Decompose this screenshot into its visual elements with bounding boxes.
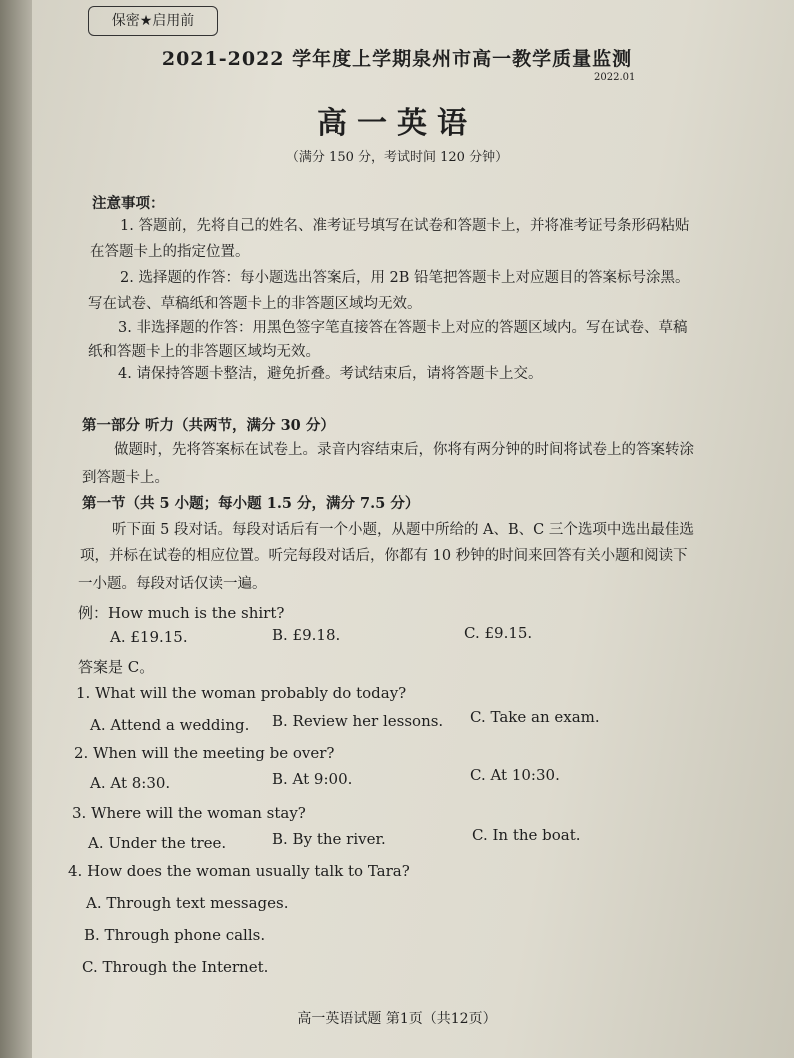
notes-line: 1. 答题前，先将自己的姓名、准考证号填写在试卷和答题卡上，并将准考证号条形码粘贴 xyxy=(120,218,690,234)
example-answer: 答案是 C。 xyxy=(78,658,155,676)
question-4-option-b: B. Through phone calls. xyxy=(84,926,266,944)
confidential-stamp: 保密★启用前 xyxy=(88,6,218,36)
question-4-option-a: A. Through text messages. xyxy=(86,894,289,912)
notes-line: 在答题卡上的指定位置。 xyxy=(90,244,250,260)
question-3-option-c: C. In the boat. xyxy=(472,826,581,844)
exam-title: 2021-2022 学年度上学期泉州市高一教学质量监测 xyxy=(161,48,633,70)
page-footer: 高一英语试题 第1页（共12页） xyxy=(297,1011,497,1027)
section1-intro: 听下面 5 段对话。每段对话后有一个小题，从题中所给的 A、B、C 三个选项中选出最佳选 xyxy=(112,522,694,538)
question-3-option-b: B. By the river. xyxy=(272,830,386,848)
example-question: 例：How much is the shirt? xyxy=(78,604,285,622)
question-1-option-b: B. Review her lessons. xyxy=(272,712,444,730)
question-2: 2. When will the meeting be over? xyxy=(74,744,335,762)
question-1-option-a: A. Attend a wedding. xyxy=(90,716,250,734)
example-option-c: C. £9.15. xyxy=(464,624,533,642)
question-2-option-c: C. At 10:30. xyxy=(470,766,560,784)
question-4-option-c: C. Through the Internet. xyxy=(82,958,269,976)
question-1: 1. What will the woman probably do today? xyxy=(76,684,407,702)
question-4: 4. How does the woman usually talk to Tara? xyxy=(68,862,410,880)
notes-line: 4. 请保持答题卡整洁，避免折叠。考试结束后，请将答题卡上交。 xyxy=(118,366,543,382)
notes-heading: 注意事项： xyxy=(92,195,165,212)
example-option-b: B. £9.18. xyxy=(272,626,341,644)
part1-intro: 做题时，先将答案标在试卷上。录音内容结束后，你将有两分钟的时间将试卷上的答案转涂 xyxy=(114,442,694,458)
question-3: 3. Where will the woman stay? xyxy=(72,804,306,822)
question-2-option-a: A. At 8:30. xyxy=(90,774,171,792)
subject-title: 高一英语 xyxy=(317,106,477,141)
score-info: （满分 150 分，考试时间 120 分钟） xyxy=(285,150,509,165)
notes-line: 2. 选择题的作答：每小题选出答案后，用 2B 铅笔把答题卡上对应题目的答案标号涂黑。 xyxy=(120,270,690,286)
question-2-option-b: B. At 9:00. xyxy=(272,770,353,788)
section1-heading: 第一节（共 5 小题；每小题 1.5 分，满分 7.5 分） xyxy=(82,495,420,512)
section1-intro: 项，并标在试卷的相应位置。听完每段对话后，你都有 10 秒钟的时间来回答有关小题和阅读下 xyxy=(80,548,688,564)
exam-date: 2022.01 xyxy=(594,72,636,83)
section1-intro: 一小题。每段对话仅读一遍。 xyxy=(78,576,267,592)
example-option-a: A. £19.15. xyxy=(110,628,188,646)
part1-intro: 到答题卡上。 xyxy=(82,470,169,486)
question-3-option-a: A. Under the tree. xyxy=(88,834,227,852)
notes-line: 写在试卷、草稿纸和答题卡上的非答题区域均无效。 xyxy=(88,296,422,312)
notes-line: 纸和答题卡上的非答题区域均无效。 xyxy=(88,344,320,360)
part1-heading: 第一部分 听力（共两节，满分 30 分） xyxy=(82,417,335,434)
notes-line: 3. 非选择题的作答：用黑色签字笔直接答在答题卡上对应的答题区域内。写在试卷、草稿 xyxy=(118,320,688,336)
question-1-option-c: C. Take an exam. xyxy=(470,708,600,726)
